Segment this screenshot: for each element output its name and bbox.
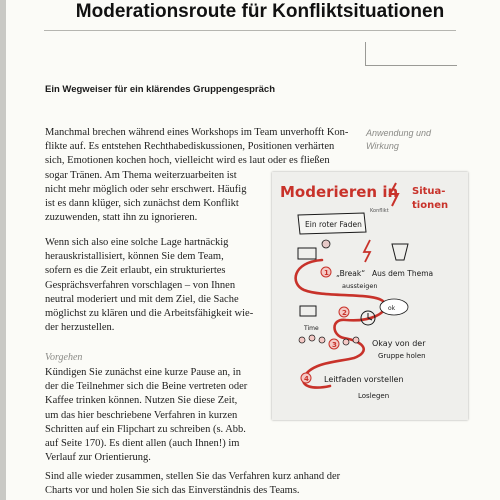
closing-paragraph (45, 470, 465, 498)
text-line: Wenn sich also eine solche Lage hartnäckig (45, 237, 229, 248)
text-line: sich, Emotionen kochen hoch, vielleicht wird es laut oder es fließen (45, 155, 330, 167)
text-line: neutral moderiert und mit dem Ziel, die Sache (45, 293, 239, 305)
flipchart-title-line2: tionen (412, 200, 449, 211)
step1-break-label: „Break“ (336, 269, 366, 278)
side-label-line: Wirkung (366, 141, 399, 151)
text-line: zuzuwenden, statt ihn zu ignorieren. (45, 212, 198, 224)
step-number-1: 1 (324, 269, 329, 277)
page-title: Moderationsroute für Konfliktsituationen (75, 1, 445, 22)
text-line: Manchmal brechen während eines Workshops im Team unverhofft Kon- (45, 127, 349, 138)
step3-okay-label: Okay von der (372, 339, 426, 348)
text-line: herauskristallisiert, können Sie dem Team, (45, 251, 224, 263)
flipchart-title-situa: Situa- (412, 186, 446, 197)
text-line: Schritten auf ein Flipchart zu schreiben (s. Abb. (45, 423, 246, 435)
page-subtitle: Ein Wegweiser für ein klärendes Gruppengespräch (45, 84, 276, 95)
title-divider (44, 30, 456, 31)
text-line: Charts vor und holen Sie sich das Einverständnis des Teams. (45, 485, 300, 497)
step-number-2: 2 (342, 309, 347, 317)
text-line: Verlauf zur Orientierung. (45, 452, 151, 464)
step-number-3: 3 (332, 341, 337, 349)
step2-time-label: Time (304, 325, 319, 332)
page-edge-bar (0, 0, 6, 500)
text-line: auf Seite 170). Es dient allen (auch Ihnen!) im (45, 438, 240, 450)
step3-group-label: Gruppe holen (378, 352, 426, 360)
flipchart-drawing (272, 172, 468, 420)
section-label-procedure: Vorgehen (45, 352, 83, 363)
text-line: möglichst zu klären und die Arbeitsfähigkeit wie- (45, 308, 254, 320)
text-line: Kaffee trinken können. Nutzen Sie diese Zeit, (45, 395, 238, 407)
flipchart-banner-text: Ein roter Faden (305, 220, 362, 229)
text-line: Kündigen Sie zunächst eine kurze Pause an, in (45, 367, 241, 378)
margin-corner-vertical (365, 42, 366, 66)
text-line: um das hier beschriebene Verfahren in kurzen (45, 409, 238, 421)
text-line: Gesprächsverfahren vorschlagen – von Ihnen (45, 279, 236, 291)
text-line: der die Teilnehmer sich die Beine vertreten oder (45, 381, 248, 393)
side-label-application (366, 127, 431, 153)
text-line: flikte auf. Es entstehen Rechthabediskussionen, Positionen verhärten (45, 141, 335, 153)
text-line: sogar Tränen. Am Thema weiterzuarbeiten ist (45, 169, 237, 181)
person-icon (322, 240, 330, 248)
flipchart-title-line1: Moderieren in (280, 183, 399, 201)
text-line: sofern es die Zeit erlaubt, ein strukturiertes (45, 265, 226, 277)
step1-exit-label: Aus dem Thema (372, 269, 434, 278)
step4-guide-label: Leitfaden vorstellen (324, 375, 404, 384)
step4-start-label: Loslegen (358, 392, 390, 400)
side-label-line: Anwendung und (366, 128, 432, 138)
margin-corner-horizontal (365, 65, 457, 66)
text-line: der herzustellen. (45, 322, 115, 334)
step-number-4: 4 (304, 375, 309, 383)
step1-exit-sublabel: aussteigen (342, 282, 378, 290)
text-line: nicht mehr möglich oder sehr erschwert. Häufig (45, 183, 247, 195)
text-line: Sind alle wieder zusammen, stellen Sie das Verfahren kurz anhand der (45, 471, 341, 482)
flipchart-small-note: Konflikt (370, 208, 389, 214)
step2-bubble-text: ok (388, 305, 396, 312)
flipchart-photo (272, 172, 468, 420)
text-line: ist es dann klüger, sich zunächst dem Konflikt (45, 198, 239, 210)
